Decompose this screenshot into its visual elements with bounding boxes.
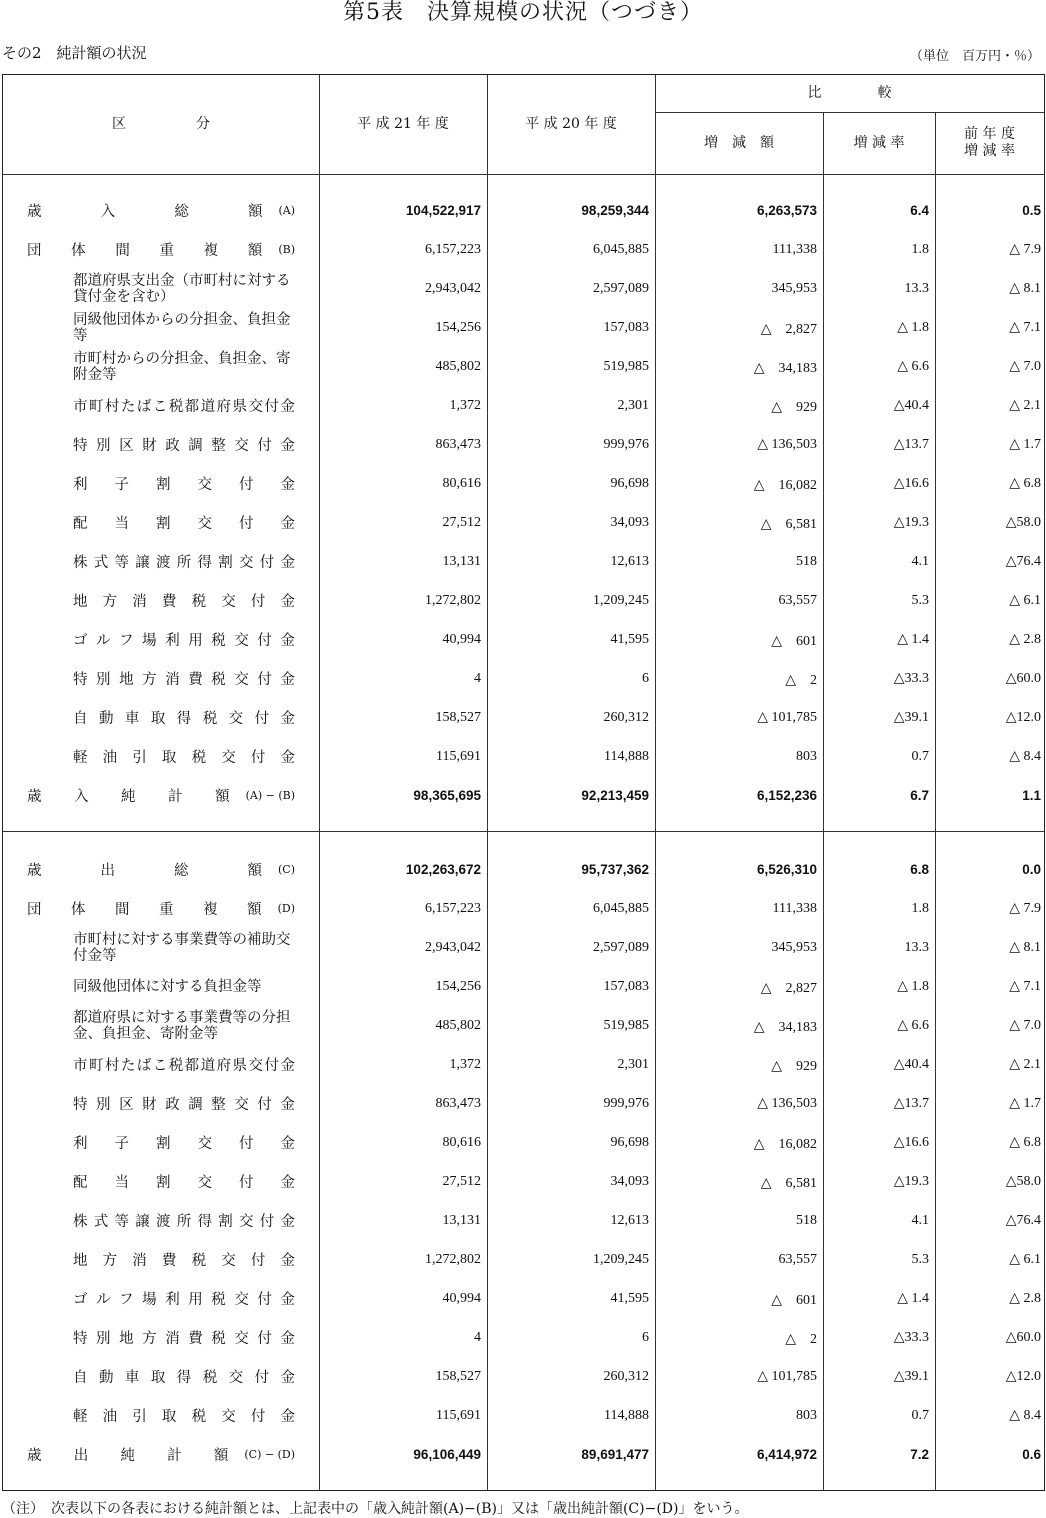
row-label — [73, 581, 295, 620]
cell-h21: 104,522,917 — [405, 203, 481, 218]
row-label — [27, 230, 295, 269]
row-label-text: 軽 油 引 取 税 交 付 金 — [73, 1409, 295, 1425]
cell-diff: 111,338 — [772, 241, 817, 257]
cell-h20: 95,737,362 — [581, 862, 649, 877]
table-row — [3, 1162, 1044, 1201]
cell-diff: △ 34,183 — [753, 360, 817, 376]
cell-prev: △ 7.9 — [1009, 242, 1041, 257]
cell-h21: 485,802 — [435, 1017, 481, 1033]
row-label — [73, 1396, 295, 1435]
row-label-tag: (C) − (D) — [244, 1448, 295, 1461]
row-label — [73, 698, 295, 737]
footnote: （注） 次表以下の各表における純計額とは、上記表中の「歳入純計額(A)−(B)」又は「歳出純計額(C)−(D)」をいう。 — [2, 1501, 749, 1517]
row-label — [73, 308, 295, 347]
page-title: 第5表 決算規模の状況（つづき） — [343, 0, 703, 25]
row-label-tag: (A) — [278, 204, 295, 217]
row-label — [73, 737, 295, 776]
cell-prev: △ 2.1 — [1009, 398, 1041, 413]
cell-h20: 12,613 — [610, 1212, 649, 1228]
cell-prev: △ 2.1 — [1009, 1057, 1041, 1072]
cell-rate: △33.3 — [893, 1330, 929, 1345]
header-zougengaku: 増 減 額 — [704, 134, 774, 151]
cell-diff: 63,557 — [778, 592, 817, 608]
cell-diff: 111,338 — [772, 900, 817, 916]
cell-h20: 157,083 — [603, 319, 649, 335]
cell-prev: △12.0 — [1005, 1369, 1041, 1384]
table-row — [3, 1240, 1044, 1279]
cell-prev: △58.0 — [1005, 515, 1041, 530]
table-row — [3, 269, 1044, 308]
cell-h20: 6 — [642, 1329, 649, 1345]
row-label — [73, 1045, 295, 1084]
table-row — [3, 191, 1044, 230]
row-label-text: 歳 出 総 額 — [27, 863, 262, 879]
cell-prev: 1.1 — [1022, 788, 1041, 803]
row-label — [73, 269, 295, 308]
header-zennendo: 前 年 度 増 減 率 — [964, 126, 1015, 159]
row-label-tag: (A) − (B) — [245, 789, 295, 802]
row-label — [73, 386, 295, 425]
cell-h21: 154,256 — [435, 319, 481, 335]
header-kubun: 区 分 — [112, 116, 210, 132]
table-row — [3, 776, 1044, 815]
cell-diff: △ 136,503 — [757, 1096, 817, 1111]
row-label-text: 軽 油 引 取 税 交 付 金 — [73, 750, 295, 766]
cell-diff: 518 — [796, 553, 817, 569]
row-label — [73, 464, 295, 503]
cell-prev: △ 8.1 — [1009, 940, 1041, 955]
cell-rate: 7.2 — [910, 1447, 929, 1462]
cell-h20: 157,083 — [603, 978, 649, 994]
cell-prev: △ 7.0 — [1009, 1018, 1041, 1033]
cell-h20: 114,888 — [604, 748, 649, 764]
row-label — [27, 191, 295, 230]
row-label-text: 自 動 車 取 得 税 交 付 金 — [73, 1370, 295, 1386]
cell-h20: 96,698 — [610, 1134, 649, 1150]
row-label-text: 同級他団体からの分担金、負担金等 — [73, 311, 291, 344]
cell-h21: 863,473 — [435, 1095, 481, 1111]
cell-prev: 0.5 — [1022, 203, 1041, 218]
cell-rate: 4.1 — [911, 553, 929, 569]
cell-rate: 4.1 — [911, 1212, 929, 1228]
cell-h20: 1,209,245 — [593, 592, 649, 608]
cell-h21: 27,512 — [442, 1173, 481, 1189]
cell-prev: △76.4 — [1005, 554, 1041, 569]
cell-diff: △ 34,183 — [753, 1019, 817, 1035]
table-row — [3, 850, 1044, 889]
row-label-text: ゴ ル フ 場 利 用 税 交 付 金 — [73, 1292, 295, 1308]
row-label-text: 特 別 区 財 政 調 整 交 付 金 — [73, 438, 295, 454]
cell-h21: 6,157,223 — [425, 900, 481, 916]
header-bottom-rule — [3, 174, 1044, 175]
cell-h20: 2,597,089 — [593, 280, 649, 296]
row-label — [27, 1435, 295, 1474]
cell-prev: △ 2.8 — [1009, 1291, 1041, 1306]
cell-h20: 260,312 — [603, 1368, 649, 1384]
cell-h20: 34,093 — [610, 1173, 649, 1189]
cell-prev: △ 1.7 — [1009, 437, 1041, 452]
row-label-text: 歳 入 純 計 額 — [27, 789, 230, 805]
row-label-text: 団 体 間 重 複 額 — [27, 902, 262, 918]
cell-h20: 999,976 — [603, 1095, 649, 1111]
cell-diff: 6,152,236 — [756, 788, 817, 803]
cell-h21: 863,473 — [435, 436, 481, 452]
table-row — [3, 967, 1044, 1006]
row-label — [73, 1084, 295, 1123]
row-label — [73, 1123, 295, 1162]
cell-rate: 0.7 — [911, 1407, 929, 1423]
cell-diff: 518 — [796, 1212, 817, 1228]
cell-prev: △76.4 — [1005, 1213, 1041, 1228]
cell-diff: △ 2,827 — [760, 980, 817, 996]
row-label-text: 同級他団体に対する負担金等 — [73, 978, 262, 995]
row-label — [73, 1201, 295, 1240]
cell-prev: 0.0 — [1022, 862, 1041, 877]
cell-prev: △ 6.8 — [1009, 476, 1041, 491]
table-row — [3, 347, 1044, 386]
cell-diff: △ 16,082 — [753, 1136, 817, 1152]
table-subtitle: その2 純計額の状況 — [2, 44, 147, 62]
unit-label: （単位 百万円・％） — [909, 49, 1040, 64]
cell-rate: 0.7 — [911, 748, 929, 764]
cell-h21: 13,131 — [442, 1212, 481, 1228]
cell-h20: 6,045,885 — [593, 241, 649, 257]
row-label-text: 市町村に対する事業費等の補助交付金等 — [73, 931, 291, 964]
cell-h21: 485,802 — [435, 358, 481, 374]
row-label-text: 都道府県に対する事業費等の分担金、負担金、寄附金等 — [73, 1009, 291, 1042]
table-row — [3, 889, 1044, 928]
cell-h21: 4 — [474, 1329, 481, 1345]
cell-prev: △ 2.8 — [1009, 632, 1041, 647]
row-label-text: ゴ ル フ 場 利 用 税 交 付 金 — [73, 633, 295, 649]
cell-h20: 98,259,344 — [581, 203, 649, 218]
row-label-text: 都道府県支出金（市町村に対する貸付金を含む） — [73, 272, 291, 305]
header-hikaku: 比 較 — [807, 85, 892, 101]
cell-h20: 2,301 — [617, 397, 649, 413]
cell-prev: △60.0 — [1005, 1330, 1041, 1345]
cell-h20: 999,976 — [603, 436, 649, 452]
cell-h21: 2,943,042 — [425, 280, 481, 296]
cell-diff: 6,414,972 — [756, 1447, 817, 1462]
cell-prev: △ 7.0 — [1009, 359, 1041, 374]
cell-rate: △13.7 — [893, 1096, 929, 1111]
table-row — [3, 698, 1044, 737]
cell-rate: △ 6.6 — [897, 1018, 929, 1033]
cell-h21: 154,256 — [435, 978, 481, 994]
row-label-text: 配 当 割 交 付 金 — [73, 516, 295, 532]
cell-diff: 6,526,310 — [756, 862, 817, 877]
cell-rate: 5.3 — [911, 1251, 929, 1267]
row-label — [73, 503, 295, 542]
table-row — [3, 1396, 1044, 1435]
table-row — [3, 1357, 1044, 1396]
cell-diff: △ 929 — [771, 399, 817, 415]
cell-h21: 102,263,672 — [405, 862, 481, 877]
cell-h20: 519,985 — [603, 358, 649, 374]
cell-prev: △ 7.9 — [1009, 901, 1041, 916]
header-h21: 平 成 21 年 度 — [357, 116, 449, 132]
table-row — [3, 1123, 1044, 1162]
cell-h21: 6,157,223 — [425, 241, 481, 257]
table-row — [3, 386, 1044, 425]
table-row — [3, 659, 1044, 698]
row-label — [73, 1240, 295, 1279]
cell-rate: △19.3 — [893, 515, 929, 530]
row-label — [73, 1318, 295, 1357]
row-label-text: 歳 入 総 額 — [27, 204, 263, 220]
cell-h20: 92,213,459 — [581, 788, 649, 803]
cell-h20: 114,888 — [604, 1407, 649, 1423]
cell-h21: 158,527 — [435, 1368, 481, 1384]
cell-rate: △ 1.4 — [897, 1291, 929, 1306]
row-label-text: 特 別 区 財 政 調 整 交 付 金 — [73, 1097, 295, 1113]
cell-rate: △ 6.6 — [897, 359, 929, 374]
cell-h20: 519,985 — [603, 1017, 649, 1033]
header-zougenritsu: 増 減 率 — [853, 134, 905, 151]
cell-rate: △39.1 — [893, 1369, 929, 1384]
cell-diff: 803 — [796, 748, 817, 764]
cell-rate: △16.6 — [893, 476, 929, 491]
cell-h21: 80,616 — [442, 1134, 481, 1150]
row-label-text: 地 方 消 費 税 交 付 金 — [73, 1253, 295, 1269]
cell-h20: 89,691,477 — [581, 1447, 649, 1462]
row-label — [73, 1279, 295, 1318]
table-row — [3, 1045, 1044, 1084]
row-label — [27, 889, 295, 928]
cell-diff: △ 2 — [785, 672, 817, 688]
cell-rate: △39.1 — [893, 710, 929, 725]
cell-diff: △ 16,082 — [753, 477, 817, 493]
cell-h20: 260,312 — [603, 709, 649, 725]
cell-diff: △ 601 — [771, 633, 817, 649]
cell-rate: △40.4 — [893, 398, 929, 413]
header-h20: 平 成 20 年 度 — [525, 116, 617, 132]
settlement-table — [2, 74, 1045, 1491]
cell-diff: 803 — [796, 1407, 817, 1423]
table-row — [3, 1318, 1044, 1357]
cell-h21: 1,272,802 — [425, 592, 481, 608]
cell-rate: △40.4 — [893, 1057, 929, 1072]
row-label-text: 株 式 等 譲 渡 所 得 割 交 付 金 — [73, 555, 295, 571]
cell-rate: 1.8 — [911, 241, 929, 257]
row-label-text: 自 動 車 取 得 税 交 付 金 — [73, 711, 295, 727]
cell-h20: 6,045,885 — [593, 900, 649, 916]
cell-h21: 2,943,042 — [425, 939, 481, 955]
cell-diff: △ 929 — [771, 1058, 817, 1074]
cell-h21: 1,372 — [449, 1056, 481, 1072]
cell-h21: 115,691 — [436, 748, 481, 764]
cell-h21: 1,372 — [449, 397, 481, 413]
cell-rate: △16.6 — [893, 1135, 929, 1150]
cell-h21: 96,106,449 — [413, 1447, 481, 1462]
row-label-text: 株 式 等 譲 渡 所 得 割 交 付 金 — [73, 1214, 295, 1230]
cell-h20: 12,613 — [610, 553, 649, 569]
cell-prev: △ 6.1 — [1009, 593, 1041, 608]
cell-diff: △ 101,785 — [757, 1369, 817, 1384]
cell-h20: 6 — [642, 670, 649, 686]
table-row — [3, 1006, 1044, 1045]
cell-rate: △ 1.4 — [897, 632, 929, 647]
row-label-text: 配 当 割 交 付 金 — [73, 1175, 295, 1191]
cell-prev: △ 8.4 — [1009, 1408, 1041, 1423]
table-row — [3, 737, 1044, 776]
cell-rate: △ 1.8 — [897, 979, 929, 994]
row-label-text: 市 町 村 た ば こ 税 都 道 府 県 交 付 金 — [73, 1058, 295, 1074]
table-row — [3, 503, 1044, 542]
cell-diff: △ 6,581 — [760, 516, 817, 532]
table-row — [3, 308, 1044, 347]
cell-rate: 6.7 — [910, 788, 929, 803]
row-label — [27, 776, 295, 815]
cell-prev: △ 8.1 — [1009, 281, 1041, 296]
row-label-tag: (B) — [278, 243, 295, 256]
row-label-text: 利 子 割 交 付 金 — [73, 1136, 295, 1152]
cell-h21: 40,994 — [442, 631, 481, 647]
cell-h20: 41,595 — [610, 631, 649, 647]
row-label — [73, 542, 295, 581]
cell-diff: △ 601 — [771, 1292, 817, 1308]
cell-rate: △19.3 — [893, 1174, 929, 1189]
table-row — [3, 620, 1044, 659]
cell-prev: △ 7.1 — [1009, 979, 1041, 994]
cell-h21: 80,616 — [442, 475, 481, 491]
cell-rate: 6.4 — [910, 203, 929, 218]
cell-rate: △33.3 — [893, 671, 929, 686]
cell-diff: △ 2 — [785, 1331, 817, 1347]
cell-h20: 1,209,245 — [593, 1251, 649, 1267]
row-label — [73, 347, 295, 386]
cell-diff: △ 6,581 — [760, 1175, 817, 1191]
cell-h21: 13,131 — [442, 553, 481, 569]
cell-h20: 41,595 — [610, 1290, 649, 1306]
cell-rate: △ 1.8 — [897, 320, 929, 335]
cell-prev: △12.0 — [1005, 710, 1041, 725]
cell-diff: △ 101,785 — [757, 710, 817, 725]
cell-prev: △ 6.8 — [1009, 1135, 1041, 1150]
table-row — [3, 1279, 1044, 1318]
section-divider — [3, 831, 1044, 832]
cell-prev: 0.6 — [1022, 1447, 1041, 1462]
row-label — [73, 1357, 295, 1396]
cell-h21: 98,365,695 — [413, 788, 481, 803]
cell-prev: △60.0 — [1005, 671, 1041, 686]
cell-rate: △13.7 — [893, 437, 929, 452]
table-row — [3, 581, 1044, 620]
cell-diff: △ 136,503 — [757, 437, 817, 452]
cell-rate: 1.8 — [911, 900, 929, 916]
cell-rate: 13.3 — [904, 280, 929, 296]
cell-h20: 2,301 — [617, 1056, 649, 1072]
cell-diff: △ 2,827 — [760, 321, 817, 337]
table-row — [3, 1435, 1044, 1474]
row-label — [73, 967, 295, 1006]
cell-h21: 40,994 — [442, 1290, 481, 1306]
cell-prev: △ 1.7 — [1009, 1096, 1041, 1111]
cell-prev: △ 6.1 — [1009, 1252, 1041, 1267]
table-row — [3, 542, 1044, 581]
cell-diff: 345,953 — [771, 939, 817, 955]
row-label — [27, 850, 295, 889]
row-label — [73, 1006, 295, 1045]
cell-h21: 4 — [474, 670, 481, 686]
row-label — [73, 659, 295, 698]
row-label-text: 市 町 村 た ば こ 税 都 道 府 県 交 付 金 — [73, 399, 295, 415]
row-label-text: 団 体 間 重 複 額 — [27, 243, 263, 259]
row-label-text: 特 別 地 方 消 費 税 交 付 金 — [73, 1331, 295, 1347]
table-row — [3, 928, 1044, 967]
cell-prev: △ 7.1 — [1009, 320, 1041, 335]
cell-prev: △58.0 — [1005, 1174, 1041, 1189]
row-label — [73, 620, 295, 659]
row-label-tag: (C) — [278, 863, 295, 876]
table-row — [3, 1201, 1044, 1240]
cell-h21: 1,272,802 — [425, 1251, 481, 1267]
cell-rate: 5.3 — [911, 592, 929, 608]
row-label-text: 歳 出 純 計 額 — [27, 1448, 229, 1464]
cell-prev: △ 8.4 — [1009, 749, 1041, 764]
row-label-text: 特 別 地 方 消 費 税 交 付 金 — [73, 672, 295, 688]
cell-rate: 13.3 — [904, 939, 929, 955]
row-label-text: 市町村からの分担金、負担金、寄附金等 — [73, 350, 291, 383]
cell-diff: 63,557 — [778, 1251, 817, 1267]
table-row — [3, 425, 1044, 464]
row-label — [73, 928, 295, 967]
table-row — [3, 230, 1044, 269]
table-row — [3, 1084, 1044, 1123]
row-label-text: 利 子 割 交 付 金 — [73, 477, 295, 493]
cell-rate: 6.8 — [910, 862, 929, 877]
row-label-tag: (D) — [277, 902, 295, 915]
cell-h20: 96,698 — [610, 475, 649, 491]
cell-h20: 2,597,089 — [593, 939, 649, 955]
row-label — [73, 425, 295, 464]
cell-h21: 158,527 — [435, 709, 481, 725]
cell-h20: 34,093 — [610, 514, 649, 530]
row-label-text: 地 方 消 費 税 交 付 金 — [73, 594, 295, 610]
table-row — [3, 464, 1044, 503]
cell-h21: 115,691 — [436, 1407, 481, 1423]
cell-diff: 345,953 — [771, 280, 817, 296]
cell-h21: 27,512 — [442, 514, 481, 530]
cell-diff: 6,263,573 — [756, 203, 817, 218]
row-label — [73, 1162, 295, 1201]
